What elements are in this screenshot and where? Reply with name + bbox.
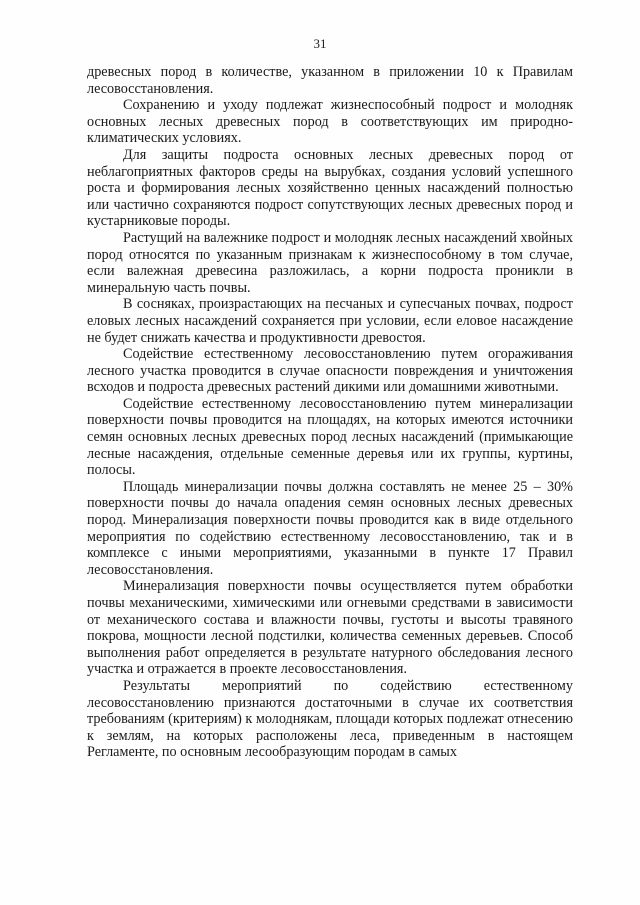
paragraph-protection: Для защиты подроста основных лесных древесных пород от неблагоприятных факторов среды на вырубках, создания условий успешного роста и формирования лесных хозяйственно ценных насаждений полностью или частично сохраняются подрост сопутствующих лесных древесных пород и кустарниковые породы. [87,146,573,230]
paragraph-mineralization-area-size: Площадь минерализации почвы должна составлять не менее 25 – 30% поверхности почвы до начала опадения семян основных лесных древесных пород. Минерализация поверхности почвы проводится как в виде отдельного мероприятия по содействию естественному лесовосстановлению, так и в комплексе с иными мероприятиями, указанными в пункте 17 Правил лесовосстановления. [87,478,573,578]
paragraph-mineralization-methods: Минерализация поверхности почвы осуществляется путем обработки почвы механическими, химическими или огневыми средствами в зависимости от механического состава и влажности почвы, густоты и высоты травяного покрова, мощности лесной подстилки, количества семенных деревьев. Способ выполнения работ определяется в результате натурного обследования лесного участка и отражается в проекте лесовосстановления. [87,578,573,678]
document-body [87,64,573,761]
paragraph-results: Результаты мероприятий по содействию естественному лесовосстановлению признаются достаточными в случае их соответствия требованиям (критериям) к молоднякам, площади которых подлежат отнесению к землям, на которых расположены леса, приведенным в настоящем Регламенте, по основным лесообразующим породам в самых [87,677,573,761]
paragraph-preservation: Сохранению и уходу подлежат жизнеспособный подрост и молодняк основных лесных древесных пород в соответствующих им природно-климатических условиях. [87,97,573,147]
paragraph-mineralization-areas: Содействие естественному лесовосстановлению путем минерализации поверхности почвы проводится на площадях, на которых имеются источники семян основных лесных древесных пород лесных насаждений (примыкающие лесные насаждения, отдельные семенные деревья или их группы, куртины, полосы. [87,395,573,479]
page-number: 31 [313,36,327,51]
paragraph-fencing: Содействие естественному лесовосстановлению путем огораживания лесного участка проводится в случае опасности повреждения и уничтожения всходов и подроста древесных растений дикими или домашними животными. [87,346,573,396]
paragraph-continuation: древесных пород в количестве, указанном в приложении 10 к Правилам лесовосстановления. [87,64,573,97]
paragraph-pine-forests: В сосняках, произрастающих на песчаных и супесчаных почвах, подрост еловых лесных насаждений сохраняется при условии, если еловое насаждение не будет снижать качества и продуктивности древостоя. [87,296,573,346]
paragraph-deadwood-growth: Растущий на валежнике подрост и молодняк лесных насаждений хвойных пород относятся по указанным признакам к жизнеспособному в том случае, если валежная древесина разложилась, а корни подроста проникли в минеральную часть почвы. [87,229,573,296]
